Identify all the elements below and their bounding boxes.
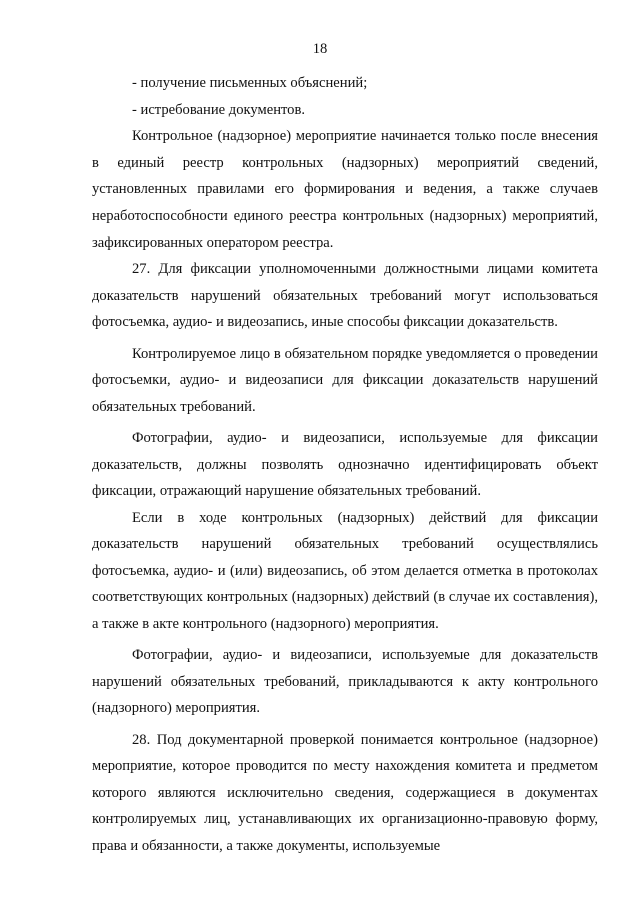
paragraph-attachments: Фотографии, аудио- и видеозаписи, используемые для доказательств нарушений обязательных требований, прикладываются к акту контрольного (надзорного) мероприятия. <box>92 647 598 717</box>
paragraph-event-start: Контрольное (надзорное) мероприятие начинается только после внесения в единый реестр контрольных (надзорных) мероприятий сведений, установленных правилами его формирования и ведения, а также случаев неработоспособности единого реестра контрольных (надзорных) мероприятий, зафиксированных оператором реестра. <box>92 128 598 251</box>
paragraph-clause-27: 27. Для фиксации уполномоченными должностными лицами комитета доказательств нарушений обязательных требований могут использоваться фотосъемка, аудио- и видеозапись, иные способы фиксации доказательств. <box>92 261 598 331</box>
paragraph-identification: Фотографии, аудио- и видеозаписи, используемые для фиксации доказательств, должны позволять однозначно идентифицировать объект фиксации, отражающий нарушение обязательных требований. <box>92 429 598 500</box>
paragraph-notification: Контролируемое лицо в обязательном порядке уведомляется о проведении фотосъемки, аудио- и видеозаписи для фиксации доказательств нарушений обязательных требований. <box>92 345 598 415</box>
list-item-written-explanations: - получение письменных объяснений; <box>132 75 368 91</box>
paragraph-clause-28: 28. Под документарной проверкой понимается контрольное (надзорное) мероприятие, которое проводится по месту нахождения комитета и предметом которого являются исключительно сведения, содержащиеся в документах контролируемых лиц, устанавливающих их организационно-правовую форму, права и обязанности, а также документы, используемые <box>92 731 598 854</box>
list-item-document-request: - истребование документов. <box>132 101 306 118</box>
paragraph-protocol-note: Если в ходе контрольных (надзорных) действий для фиксации доказательств нарушений обязательных требований осуществлялись фотосъемка, аудио- и (или) видеозапись, об этом делается отметка в протоколах соответствующих контрольных (надзорных) действий (в случае их составления), а также в акте контрольного (надзорного) мероприятия. <box>92 509 598 633</box>
page-number: 18 <box>312 41 328 57</box>
document-body <box>92 70 598 860</box>
